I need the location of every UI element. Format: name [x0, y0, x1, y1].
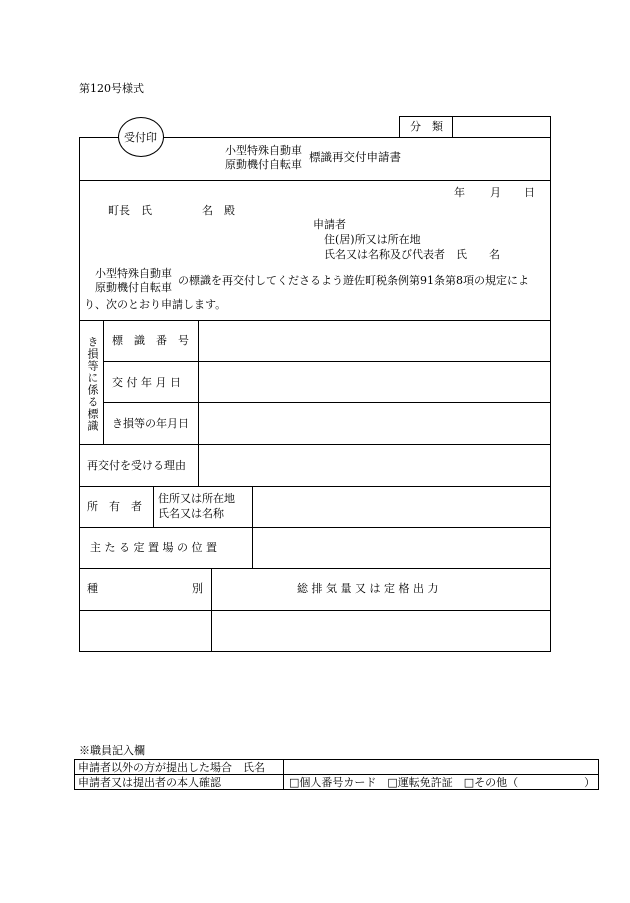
submitter-name-field[interactable] — [285, 760, 597, 773]
issue-date-label: 交 付 年 月 日 — [112, 376, 181, 389]
title-suffix: 標識再交付申請書 — [309, 150, 401, 164]
request-vehicle-1: 小型特殊自動車 — [95, 267, 172, 280]
applicant-name: 氏名又は名称及び代表者 氏 名 — [324, 248, 500, 261]
addressee-name: 名 殿 — [202, 204, 235, 217]
request-text-2: り、次のとおり申請します。 — [84, 298, 227, 311]
plate-section-label: き損等に係る標識 — [86, 336, 99, 432]
addressee-mayor: 町長 氏 — [108, 204, 152, 217]
displacement-label: 総 排 気 量 又 は 定 格 出 力 — [297, 582, 439, 595]
damage-date-label: き損等の年月日 — [112, 417, 189, 430]
staff-row-2-label: 申請者又は提出者の本人確認 — [78, 776, 221, 789]
stamp-label: 受付印 — [124, 131, 157, 144]
reason-label: 再交付を受ける理由 — [87, 459, 186, 472]
kind-label-left: 種 — [87, 582, 98, 595]
kind-label-right: 別 — [192, 582, 203, 595]
request-vehicle-2: 原動機付自転車 — [95, 281, 172, 294]
date-day: 日 — [524, 186, 535, 199]
owner-address-label: 住所又は所在地 — [158, 492, 235, 505]
applicant-heading: 申請者 — [313, 218, 346, 231]
owner-name-label: 氏名又は名称 — [158, 507, 224, 520]
staff-heading: ※職員記入欄 — [79, 744, 145, 757]
classification-label: 分 類 — [410, 120, 443, 133]
identity-options[interactable]: □個人番号カード □運転免許証 □その他（ ） — [289, 776, 596, 789]
request-text-1: の標識を再交付してくださるよう遊佐町税条例第91条第8項の規定によ — [178, 274, 529, 287]
applicant-address: 住(居)所又は所在地 — [324, 233, 421, 246]
staff-row-1-label: 申請者以外の方が提出した場合 氏名 — [78, 761, 265, 774]
location-label: 主 た る 定 置 場 の 位 置 — [90, 541, 217, 554]
title-vehicle-1: 小型特殊自動車 — [225, 144, 302, 157]
owner-label: 所 有 者 — [87, 500, 142, 513]
date-year: 年 — [454, 186, 465, 199]
form-number: 第120号様式 — [79, 82, 144, 95]
date-month: 月 — [490, 186, 501, 199]
title-vehicle-2: 原動機付自転車 — [225, 158, 302, 171]
plate-number-label: 標 識 番 号 — [112, 334, 189, 347]
